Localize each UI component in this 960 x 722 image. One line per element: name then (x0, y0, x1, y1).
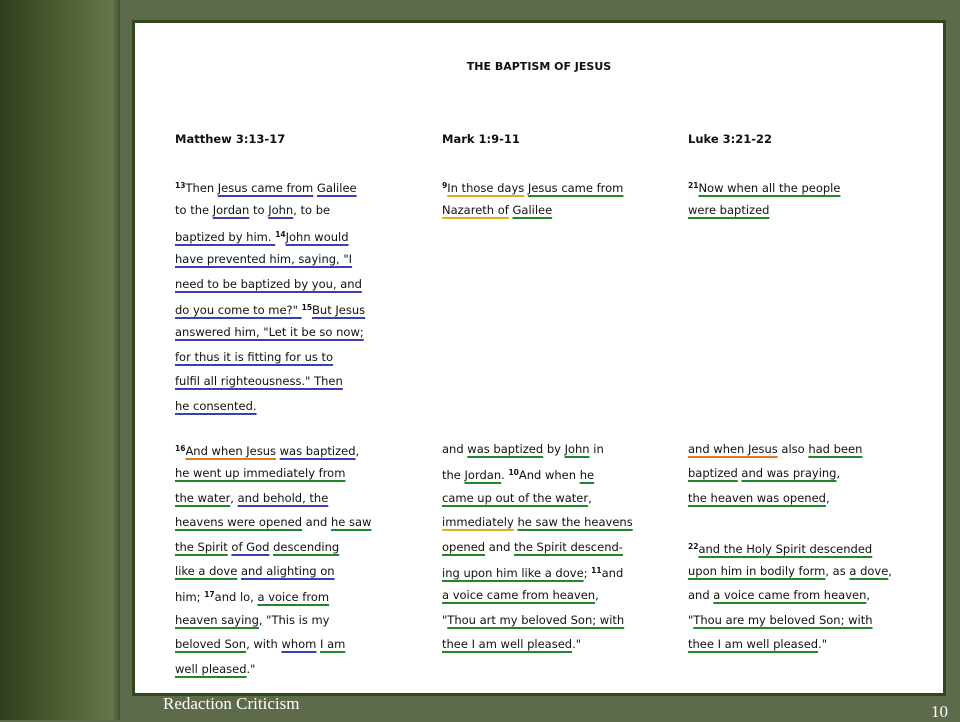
column-header-mark: Mark 1:9-11 (442, 132, 520, 146)
parallel-phrase: answered him, "Let it be so now; (175, 325, 364, 340)
verse-line (175, 559, 371, 583)
parallel-phrase: and alighting on (240, 563, 335, 578)
verse-text: by (543, 442, 565, 456)
parallel-phrase: descending (273, 539, 340, 554)
verse-number: 22 (688, 541, 699, 551)
parallel-phrase: upon him in bodily form (688, 563, 826, 578)
verse-line (175, 486, 371, 510)
verse-text: Then (185, 181, 218, 195)
verse-line (175, 296, 365, 320)
verse-number: 9 (442, 181, 448, 190)
parallel-phrase: John (268, 203, 294, 218)
parallel-phrase: Nazareth of (442, 203, 509, 218)
verse-line (442, 535, 633, 559)
parallel-phrase: a voice came from heaven (713, 588, 867, 603)
parallel-phrase: John (564, 442, 590, 456)
parallel-phrase: fulfil all righteousness." Then (175, 374, 343, 389)
parallel-phrase: and the Holy Spirit descended (698, 541, 873, 556)
verse-line (175, 657, 371, 681)
verse-line (688, 510, 892, 534)
verse-line (688, 174, 840, 198)
verse-line (688, 632, 892, 656)
parallel-phrase: John would (285, 229, 349, 244)
verse-text: him; (175, 590, 205, 605)
verse-line (688, 198, 840, 222)
verse-line (442, 559, 633, 583)
verse-text: to the (175, 203, 213, 218)
verse-number: 16 (175, 444, 186, 453)
verse-text: " (688, 612, 694, 627)
slide-page-number: 10 (931, 702, 948, 721)
parallel-phrase: Jesus came from (527, 181, 624, 195)
verse-line (175, 320, 365, 344)
parallel-phrase: have prevented him, saying, "I (175, 252, 353, 267)
parallel-phrase: the Spirit descend- (514, 539, 623, 554)
verse-text: and (601, 565, 624, 580)
verse-line (688, 608, 892, 632)
verse-line (175, 174, 365, 198)
verse-number: 15 (301, 302, 313, 312)
document-page (135, 23, 943, 693)
verse-line (688, 535, 892, 559)
verse-text: And when (518, 468, 580, 483)
parallel-phrase: Jordan (464, 468, 502, 483)
parallel-phrase: and behold, the (237, 490, 329, 505)
document-frame (132, 20, 946, 696)
parallel-phrase: I am (320, 637, 346, 652)
parallel-phrase: he went up immediately from (175, 466, 346, 481)
slide-footer-title: Redaction Criticism (163, 694, 300, 713)
verse-line (175, 632, 371, 656)
parallel-phrase: baptized (688, 466, 738, 481)
verse-line (442, 632, 633, 656)
parallel-phrase: Jesus came from (217, 181, 314, 195)
parallel-phrase: a voice came from heaven (442, 588, 596, 603)
verse-line (175, 247, 365, 271)
parallel-phrase: a voice from (257, 590, 330, 605)
luke-block-2 (688, 437, 892, 657)
parallel-phrase: of God (231, 539, 270, 554)
verse-text: , (588, 490, 592, 505)
verse-line (442, 486, 633, 510)
verse-line (175, 198, 365, 222)
verse-text: , (888, 563, 892, 578)
verse-line (688, 461, 892, 485)
verse-text: to (249, 203, 269, 218)
verse-line (688, 559, 892, 583)
verse-number: 11 (591, 565, 602, 575)
verse-text: . (501, 468, 509, 483)
verse-line (175, 394, 365, 418)
parallel-phrase: Galilee (316, 181, 357, 195)
parallel-phrase: like a dove (175, 563, 238, 578)
verse-number: 13 (175, 181, 186, 190)
parallel-phrase: whom (281, 637, 317, 652)
parallel-phrase: and was praying (741, 466, 837, 481)
verse-line (175, 437, 371, 461)
parallel-phrase: do you come to me?" (175, 302, 302, 317)
verse-text: , (355, 444, 360, 458)
verse-text: ." (246, 661, 256, 676)
verse-line (442, 174, 623, 198)
verse-line (442, 583, 633, 607)
parallel-phrase: opened (442, 539, 486, 554)
parallel-phrase: well pleased (175, 661, 247, 676)
verse-line (442, 198, 623, 222)
column-header-luke: Luke 3:21-22 (688, 132, 773, 146)
verse-number: 17 (204, 590, 215, 600)
parallel-phrase: a dove (849, 563, 889, 578)
verse-line (442, 437, 633, 461)
left-decorative-band (0, 0, 120, 720)
parallel-phrase: But Jesus (312, 302, 366, 317)
document-title: THE BAPTISM OF JESUS (466, 60, 612, 73)
verse-text: " (442, 612, 448, 627)
verse-text: and (485, 539, 515, 554)
verse-line (175, 345, 365, 369)
verse-line (175, 461, 371, 485)
verse-text: , (825, 490, 830, 505)
verse-text: , (866, 588, 871, 603)
verse-text: , (230, 490, 238, 505)
verse-number: 14 (275, 229, 286, 239)
verse-text: ." (572, 637, 582, 652)
verse-line (175, 369, 365, 393)
parallel-phrase: was baptized (279, 444, 356, 458)
matthew-block-1 (175, 174, 365, 418)
parallel-phrase: heavens were opened (175, 515, 302, 530)
parallel-phrase: Galilee (512, 203, 553, 218)
verse-text: the (442, 468, 465, 483)
parallel-phrase: Jordan (212, 203, 250, 218)
parallel-phrase: the Spirit (175, 539, 228, 554)
parallel-phrase: In those days (447, 181, 525, 195)
verse-text: ; (583, 565, 592, 580)
parallel-phrase: were baptized (688, 203, 770, 218)
verse-line (175, 223, 365, 247)
parallel-phrase: baptized by him. (175, 229, 276, 244)
verse-text: , (836, 466, 841, 481)
verse-line (175, 535, 371, 559)
mark-block-1 (442, 174, 623, 223)
parallel-phrase: And when Jesus (185, 444, 276, 458)
verse-text: , (595, 588, 599, 603)
verse-text: and (442, 442, 468, 456)
verse-text: , as (825, 563, 850, 578)
verse-text: in (589, 442, 604, 456)
parallel-phrase: the heaven was opened (688, 490, 826, 505)
parallel-phrase: Thou art my beloved Son; with (447, 612, 625, 627)
matthew-block-2 (175, 437, 371, 681)
parallel-phrase: had been (808, 442, 863, 456)
verse-line (688, 486, 892, 510)
luke-block-1 (688, 174, 840, 223)
verse-line (442, 608, 633, 632)
parallel-phrase: for thus it is fitting for us to (175, 349, 334, 364)
verse-text: and (302, 515, 331, 530)
parallel-phrase: he saw (330, 515, 372, 530)
verse-line (175, 608, 371, 632)
parallel-phrase: he saw the heavens (517, 515, 633, 530)
verse-text: , to be (293, 203, 331, 218)
verse-text: and lo, (214, 590, 258, 605)
mark-block-2 (442, 437, 633, 657)
parallel-phrase: the water (175, 490, 231, 505)
verse-text: , with (246, 637, 282, 652)
parallel-phrase: Now when all the people (698, 181, 841, 195)
verse-line (688, 583, 892, 607)
verse-line (442, 510, 633, 534)
verse-line (175, 583, 371, 607)
parallel-phrase: he (579, 468, 595, 483)
parallel-phrase: and when Jesus (688, 442, 778, 456)
parallel-phrase: heaven saying (175, 612, 259, 627)
column-header-matthew: Matthew 3:13-17 (175, 132, 286, 146)
parallel-phrase: was baptized (467, 442, 544, 456)
verse-line (175, 272, 365, 296)
parallel-phrase: thee I am well pleased (688, 637, 819, 652)
parallel-phrase: thee I am well pleased (442, 637, 573, 652)
verse-line (688, 437, 892, 461)
verse-line (175, 510, 371, 534)
verse-number: 10 (508, 468, 519, 478)
parallel-phrase: he consented. (175, 398, 257, 413)
verse-text: and (688, 588, 714, 603)
verse-text: ." (818, 637, 828, 652)
parallel-phrase: came up out of the water (442, 490, 589, 505)
parallel-phrase: ing upon him like a dove (442, 565, 584, 580)
parallel-phrase: beloved Son (175, 637, 247, 652)
verse-number: 21 (688, 181, 699, 190)
verse-text: also (777, 442, 809, 456)
parallel-phrase: need to be baptized by you, and (175, 276, 362, 291)
verse-text: , "This is my (258, 612, 330, 627)
parallel-phrase: Thou are my beloved Son; with (693, 612, 873, 627)
parallel-phrase: immediately (442, 515, 514, 530)
verse-line (442, 461, 633, 485)
